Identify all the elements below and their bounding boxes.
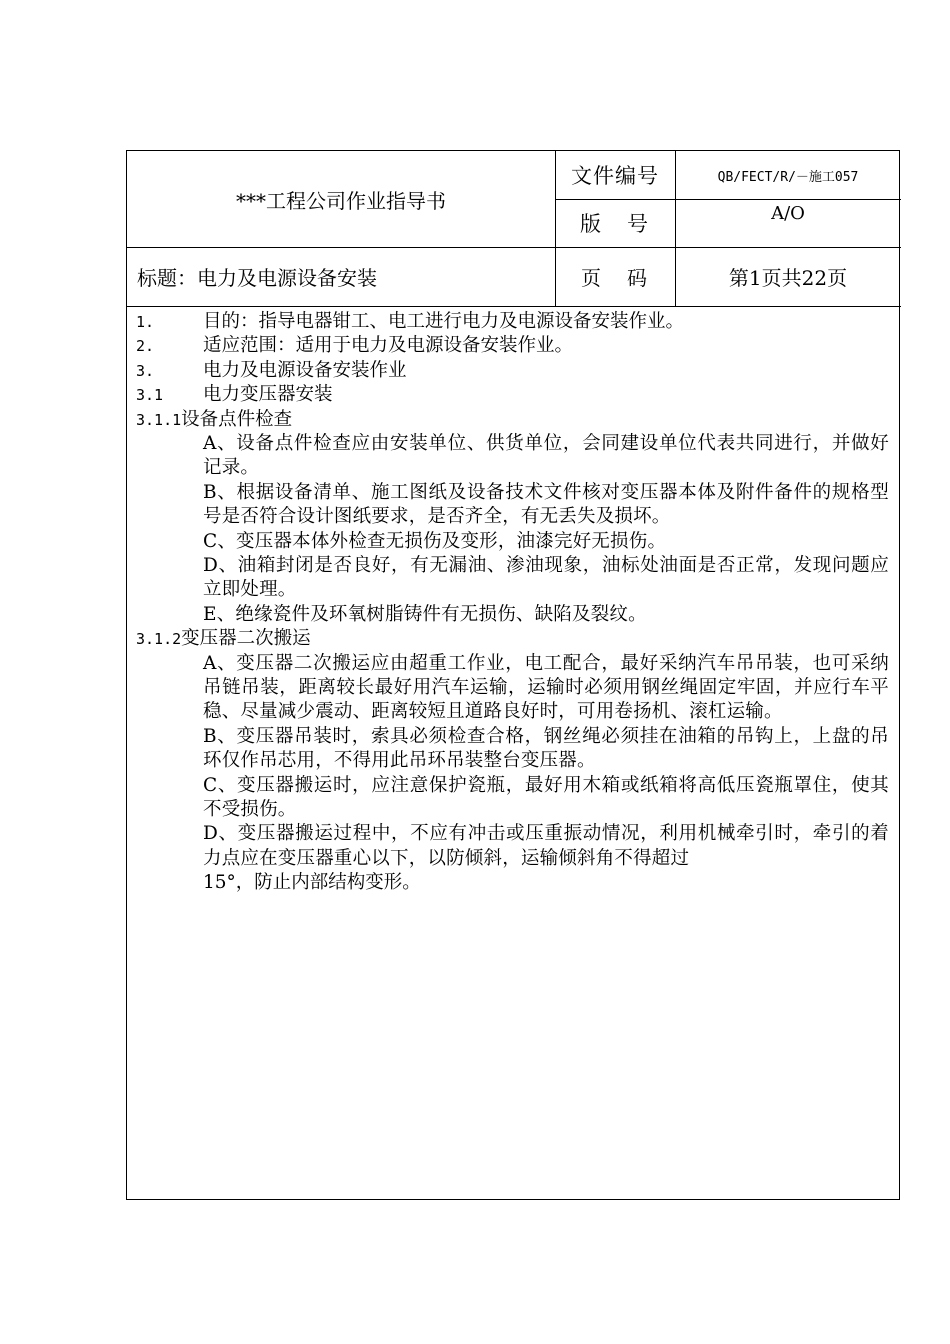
section-1 xyxy=(136,310,889,334)
section-3 xyxy=(136,359,889,383)
section-3-1-2 xyxy=(136,627,889,651)
paragraph-3-1-2-d-continued: 15°，防止内部结构变形。 xyxy=(203,872,421,894)
paragraph-3-1-1-e: E、绝缘瓷件及环氧树脂铸件有无损伤、缺陷及裂纹。 xyxy=(203,603,647,625)
section-number: 3. xyxy=(136,361,155,380)
section-text: 变压器二次搬运 xyxy=(181,628,311,650)
section-2 xyxy=(136,334,889,358)
paragraph-3-1-1-c: C、变压器本体外检查无损伤及变形，油漆完好无损伤。 xyxy=(203,530,667,552)
section-number: 1. xyxy=(136,313,155,331)
document-table xyxy=(126,150,900,1200)
paragraph-3-1-1-b: B、根据设备清单、施工图纸及设备技术文件核对变压器本体及附件备件的规格型号是否符合设计图纸要求，是否齐全，有无丢失及损坏。 xyxy=(203,481,889,528)
paragraph-3-1-1-a: A、设备点件检查应由安装单位、供货单位，会同建设单位代表共同进行，并做好记录。 xyxy=(203,432,889,479)
section-number: 3.1.1 xyxy=(136,410,182,429)
section-text: 适应范围：适用于电力及电源设备安装作业。 xyxy=(203,335,574,357)
section-number: 3.1 xyxy=(136,386,164,405)
paragraph-3-1-1-d: D、油箱封闭是否良好，有无漏油、渗油现象，油标处油面是否正常，发现问题应立即处理。 xyxy=(203,554,889,601)
version-value: A/O xyxy=(771,203,805,224)
section-text: 电力变压器安装 xyxy=(203,384,333,406)
version-label: 版号 xyxy=(580,212,674,236)
section-number: 3.1.2 xyxy=(136,630,182,649)
section-text: 设备点件检查 xyxy=(181,408,293,430)
file-number-value: QB/FECT/R/－施工057 xyxy=(717,169,859,185)
paragraph-3-1-2-d: D、变压器搬运过程中，不应有冲击或压重振动情况，利用机械牵引时，牵引的着力点应在变压器重心以下，以防倾斜，运输倾斜角不得超过 xyxy=(203,823,889,869)
document-body xyxy=(127,306,899,896)
paragraph-3-1-2-c: C、变压器搬运时，应注意保护瓷瓶，最好用木箱或纸箱将高低压瓷瓶罩住，使其不受损伤。 xyxy=(203,774,889,821)
page-number: 第1页共22页 xyxy=(728,266,848,290)
section-text: 电力及电源设备安装作业 xyxy=(203,359,407,381)
section-text: 目的：指导电器钳工、电工进行电力及电源设备安装作业。 xyxy=(203,311,685,332)
file-number-label: 文件编号 xyxy=(571,164,659,188)
section-3-1 xyxy=(136,383,889,407)
section-number: 2. xyxy=(136,337,155,356)
paragraph-3-1-2-a: A、变压器二次搬运应由超重工作业，电工配合，最好采纳汽车吊吊装，也可采纳吊链吊装，距离较长最好用汽车运输，运输时必须用钢丝绳固定牢固，并应行车平稳、尽量减少震动、距离较短且道路良好时，可用卷扬机、滚杠运输。 xyxy=(203,652,889,723)
paragraph-3-1-2-b: B、变压器吊装时，索具必须检查合格，钢丝绳必须挂在油箱的吊钩上，上盘的吊环仅作吊芯用，不得用此吊环吊装整台变压器。 xyxy=(203,725,889,772)
section-3-1-1 xyxy=(136,408,889,432)
document-subject: 标题：电力及电源设备安装 xyxy=(137,266,377,290)
page-label: 页码 xyxy=(581,266,673,290)
company-title: ***工程公司作业指导书 xyxy=(236,188,446,213)
